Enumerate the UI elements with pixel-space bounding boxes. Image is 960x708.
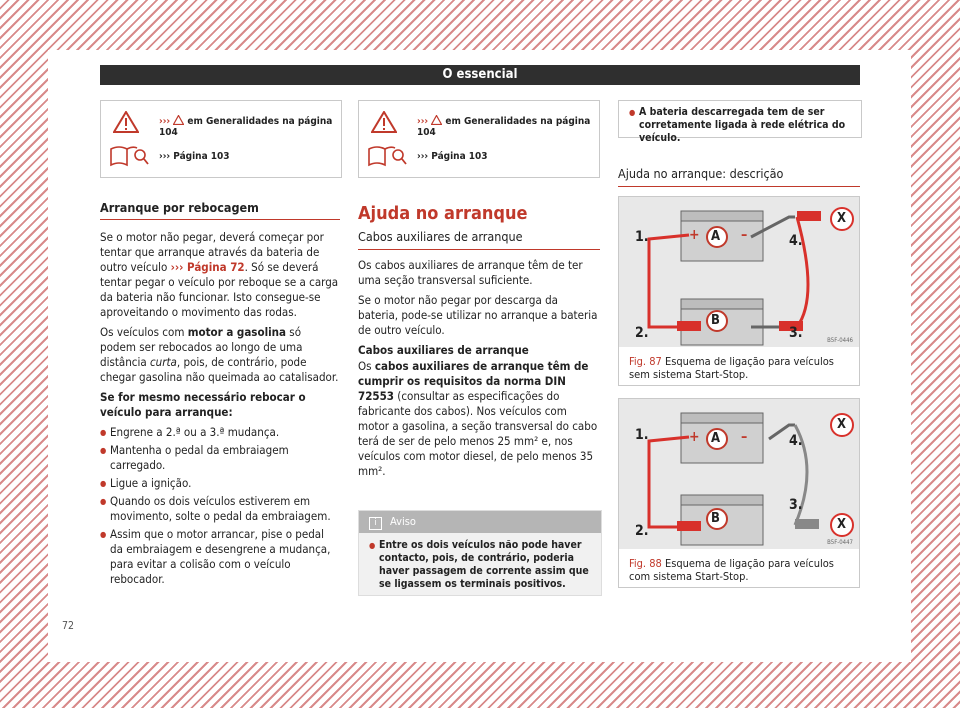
wiring-diagram-with-start-stop <box>619 399 859 549</box>
battery-label-b: B <box>711 511 720 526</box>
page-header-bar <box>100 65 860 85</box>
list-item: ● A bateria descarregada tem de ser corretamente ligada à rede elétrica do veículo. <box>629 106 853 145</box>
marker-4: 4. <box>789 433 803 449</box>
figure-code: B5F-0446 <box>827 337 853 344</box>
minus-terminal: – <box>741 429 748 445</box>
marker-3: 3. <box>789 325 803 341</box>
marker-2: 2. <box>635 325 649 341</box>
figure-caption: Fig. 88 Esquema de ligação para veículos com sistema Start-Stop. <box>629 557 834 583</box>
list-item: ● Quando os dois veículos estiverem em movimento, solte o pedal da embraiagem. <box>100 494 340 524</box>
note-text: ● Entre os dois veículos não pode haver contacto, pois, de contrário, poderia haver passagem de corrente assim que se ligassem os terminais positivos. <box>369 539 591 591</box>
marker-1: 1. <box>635 229 649 245</box>
manual-book-icon <box>109 143 149 167</box>
marker-3: 3. <box>789 497 803 513</box>
battery-label-a: A <box>711 431 721 446</box>
paragraph: Se o motor não pegar por descarga da bateria, pode-se utilizar no arranque a bateria de outro veículo. <box>358 293 598 337</box>
marker-x-top: X <box>837 417 847 432</box>
paragraph-bold: Cabos auxiliares de arranque <box>358 343 529 357</box>
warning-icon <box>113 111 139 133</box>
marker-x-bottom: X <box>837 517 847 532</box>
figure-caption: Fig. 87 Esquema de ligação para veículos sem sistema Start-Stop. <box>629 355 834 381</box>
marker-4: 4. <box>789 233 803 249</box>
paragraph-bold: Se for mesmo necessário rebocar o veículo para arranque: <box>100 390 306 419</box>
note-header: i Aviso <box>359 511 601 533</box>
marker-x: X <box>837 211 847 226</box>
column-right-heading <box>618 166 860 195</box>
list-item: ● Mantenha o pedal da embraiagem carregado. <box>100 443 340 473</box>
reference-box-1 <box>100 100 342 178</box>
manual-book-icon <box>367 143 407 167</box>
reference-box-2 <box>358 100 600 178</box>
top-note-box <box>618 100 862 144</box>
page-number: 72 <box>62 620 75 632</box>
section-heading: Ajuda no arranque: descrição <box>618 166 860 187</box>
figure-code: B5F-0447 <box>827 539 853 546</box>
note-box <box>358 510 602 596</box>
page-title: Ajuda no arranque <box>358 203 528 224</box>
reference-line-page[interactable]: ››› Página 103 <box>159 151 230 162</box>
battery-label-a: A <box>711 229 721 244</box>
column-left <box>100 200 340 590</box>
page-header-title: O essencial <box>442 67 518 82</box>
info-icon: i <box>369 517 382 530</box>
paragraph: Os cabos auxiliares de arranque têm de ter uma seção transversal suficiente. <box>358 258 583 287</box>
marker-1: 1. <box>635 427 649 443</box>
paragraph: Se o motor não pegar, deverá começar por tentar que arranque através da bateria de outro veículo ››› Página 72. Só se deverá tentar pegar o veículo por reboque se a carga da bateria não funcionar. Isto consegue-se aproveitando o movimento das rodas. <box>100 230 339 319</box>
minus-terminal: – <box>741 227 748 243</box>
figure-88 <box>618 398 860 588</box>
wiring-diagram-without-start-stop <box>619 197 859 347</box>
section-subtitle: Cabos auxiliares de arranque <box>358 229 600 250</box>
page-link[interactable]: ››› Página 72 <box>170 260 245 274</box>
plus-terminal: + <box>689 227 700 243</box>
marker-2: 2. <box>635 523 649 539</box>
figure-87 <box>618 196 860 386</box>
paragraph: Os cabos auxiliares de arranque têm de cumprir os requisitos da norma DIN 72553 (consultar as especificações do fabricante dos cabos). Nos veículos com motor a gasolina, a seção transversal do cabo terá de ser de pelo menos 25 mm² e, nos veículos com motor diesel, de pelo menos 35 mm². <box>358 359 598 478</box>
battery-label-b: B <box>711 313 720 328</box>
section-heading: Arranque por rebocagem <box>100 200 340 220</box>
column-middle <box>358 203 600 484</box>
small-warning-icon <box>173 115 184 125</box>
reference-line-warning[interactable]: ››› em Generalidades na página 104 <box>159 116 333 138</box>
paragraph: Os veículos com motor a gasolina só podem ser rebocados ao longo de uma distância curta, pois, de contrário, pode chegar gasolina não queimada ao catalisador. <box>100 325 339 384</box>
warning-icon <box>371 111 397 133</box>
list-item: ● Engrene a 2.ª ou a 3.ª mudança. <box>100 425 340 440</box>
reference-line-page[interactable]: ››› Página 103 <box>417 151 488 162</box>
small-warning-icon <box>431 115 442 125</box>
plus-terminal: + <box>689 429 700 445</box>
reference-line-warning[interactable]: ››› em Generalidades na página 104 <box>417 116 591 138</box>
list-item: ● Assim que o motor arrancar, pise o pedal da embraiagem e desengrene a mudança, para evitar a colisão com o veículo rebocador. <box>100 527 340 587</box>
list-item: ● Ligue a ignição. <box>100 476 340 491</box>
